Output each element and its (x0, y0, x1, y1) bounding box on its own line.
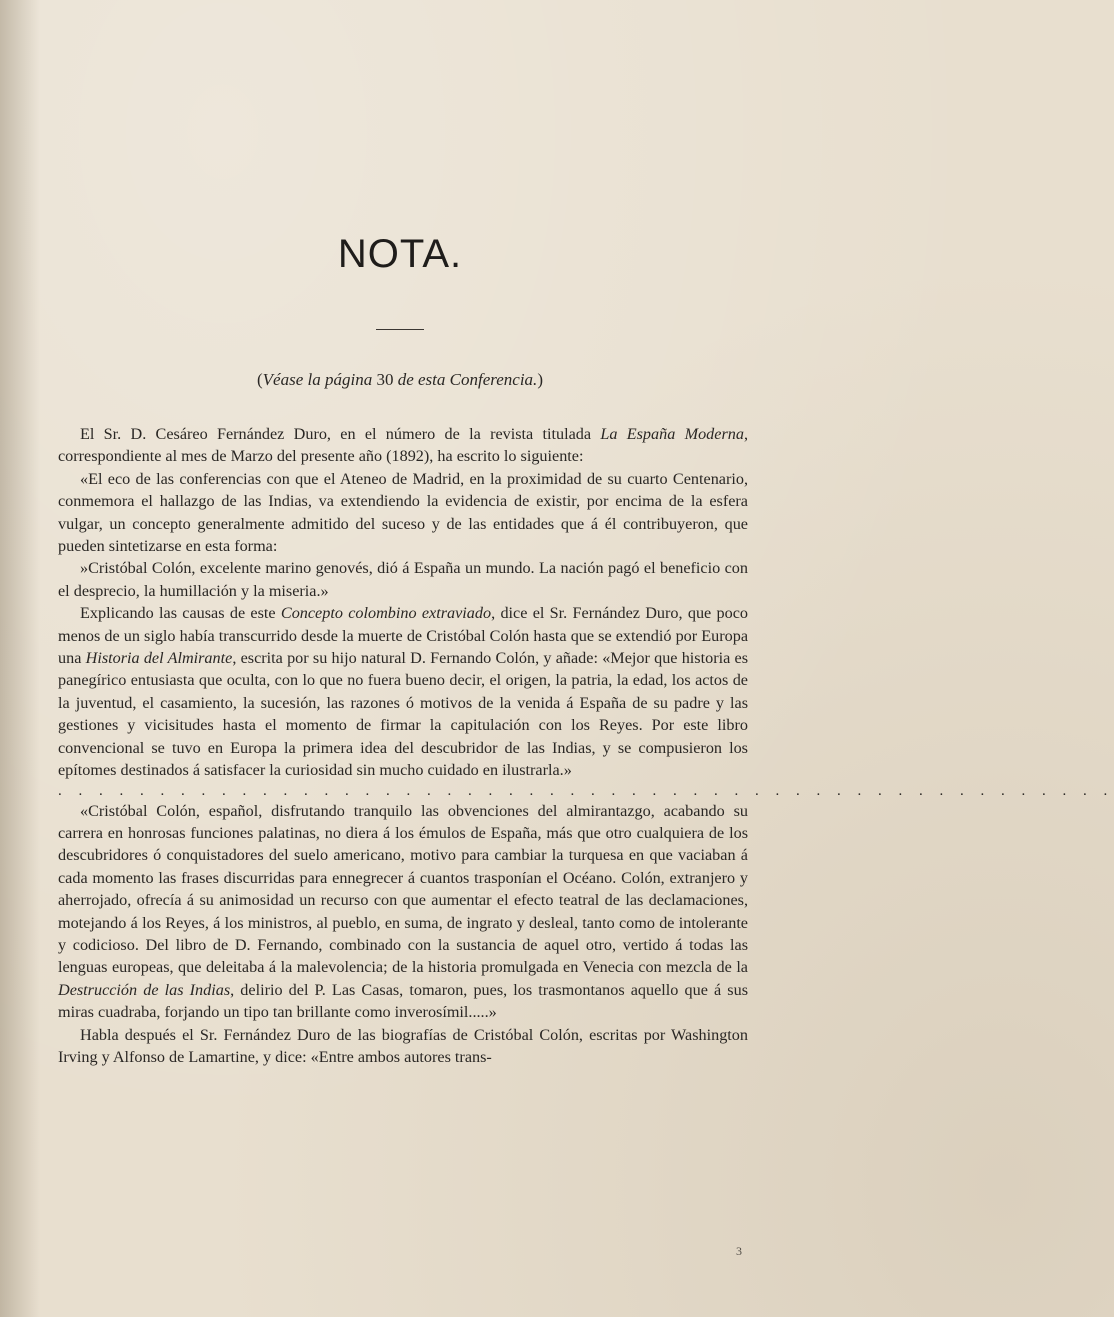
page-number: 3 (736, 1244, 742, 1258)
paragraph (58, 800, 748, 1024)
ellipsis-dots: . . . . . . . . . . . . . . . . . . . . . . . . . . . . . . . . . . . . . . . . . . . . . . . . . . . . (58, 782, 1114, 799)
paragraph-text: »Cristóbal Colón, excelente marino genovés, dió á España un mundo. La nación pagó el beneficio con el desprecio, la humillación y la miseria.» (58, 559, 748, 600)
reference-note-text-2: de esta Conferencia. (393, 370, 538, 389)
paragraph-text: , dice el Sr. Fernández Duro, que poco menos de un siglo había transcurrido desde la muerte de Cristóbal Colón hasta que se extendió por Europa una (58, 604, 748, 668)
body-text (58, 423, 1114, 1068)
paragraph-text: , escrita por su hijo natural D. Fernando Colón, y añade: «Mejor que historia es panegírico entusiasta que oculta, con lo que no fuera bueno decir, el origen, la patria, la edad, los actos de la juventud, el casamiento, la sucesión, las razones ó motivos de la venida á España de su padre y las gestiones y vicisitudes hasta el momento de firmar la capitulación con los Reyes. Por este libro convencional se tuvo en Europa la primera idea del descubridor de las Indias, y se compusieron los epítomes destinados á satisfacer la curiosidad sin mucho cuidado en ilustrarla.» (58, 649, 748, 780)
paragraphs-after-ellipsis (58, 800, 748, 1069)
paragraph (58, 1024, 748, 1069)
reference-note-close-paren: ) (537, 370, 543, 389)
paragraph-text: «Cristóbal Colón, español, disfrutando tranquilo las obvenciones del almirantazgo, acabando su carrera en honrosas funciones palatinas, no diera á los émulos de España, más que otro cualquiera de los descubridores ó conquistadores del suelo americano, motivo para cambiar la turquesa en que vaciaban á cada momento las frases discurridas para ennegrecer á cuantos trasponían el Océano. Colón, extranjero y aherrojado, ofrecía á su animosidad un recurso con que aumentar el efecto teatral de las declamaciones, motejando á los Reyes, á los ministros, al pueblo, en suma, de ingrato y desleal, tanto como de intolerante y codicioso. Del libro de D. Fernando, combinado con la sustancia de aquel otro, vertido á todas las lenguas europeas, que deleitaba á la malevolencia; de la historia promulgada en Venecia con mezcla de la (58, 801, 748, 977)
paragraph-text: «El eco de las conferencias con que el Ateneo de Madrid, en la proximidad de su cuarto Centenario, conmemora el hallazgo de las Indias, va extendiendo la evidencia de existir, por encima de la esfera vulgar, un concepto generalmente admitido del suceso y de las entidades que á él contribuyeron, que pueden sintetizarse en esta forma: (58, 469, 748, 556)
paragraph-text: Habla después el Sr. Fernández Duro de las biografías de Cristóbal Colón, escritas por Washington Irving y Alfonso de Lamartine, y dice: «Entre ambos autores trans- (58, 1025, 748, 1066)
paragraph (58, 557, 748, 602)
reference-note-page-number: 30 (376, 370, 394, 389)
italic-title: Concepto colombino extraviado (280, 604, 492, 623)
paragraphs-before-ellipsis (58, 423, 748, 782)
reference-note-text-1: Véase la página (262, 370, 377, 389)
reference-note (0, 370, 800, 390)
paragraph-text: Explicando las causas de este (80, 604, 281, 623)
paragraph-text: El Sr. D. Cesáreo Fernández Duro, en el número de la revista titulada (80, 425, 601, 443)
page-edge-shadow (0, 0, 40, 1317)
page-title: NOTA. (337, 232, 463, 276)
paragraph-text: , correspondiente al mes de Marzo del presente año (1892), ha escrito lo siguiente: (58, 425, 748, 466)
italic-title: Historia del Almirante (85, 649, 233, 668)
reference-note-open-paren: ( (257, 370, 263, 389)
paragraph-text: , delirio del P. Las Casas, tomaron, pues, los trasmontanos aquello que á sus miras cuadraba, forjando un tipo tan brillante como inverosímil.....» (58, 980, 748, 1022)
paragraph (58, 423, 748, 468)
italic-title: Destrucción de las Indias (58, 980, 231, 999)
paragraph (58, 602, 748, 781)
title-divider (376, 329, 424, 330)
italic-title: La España Moderna (600, 425, 744, 443)
paragraph (58, 468, 748, 558)
